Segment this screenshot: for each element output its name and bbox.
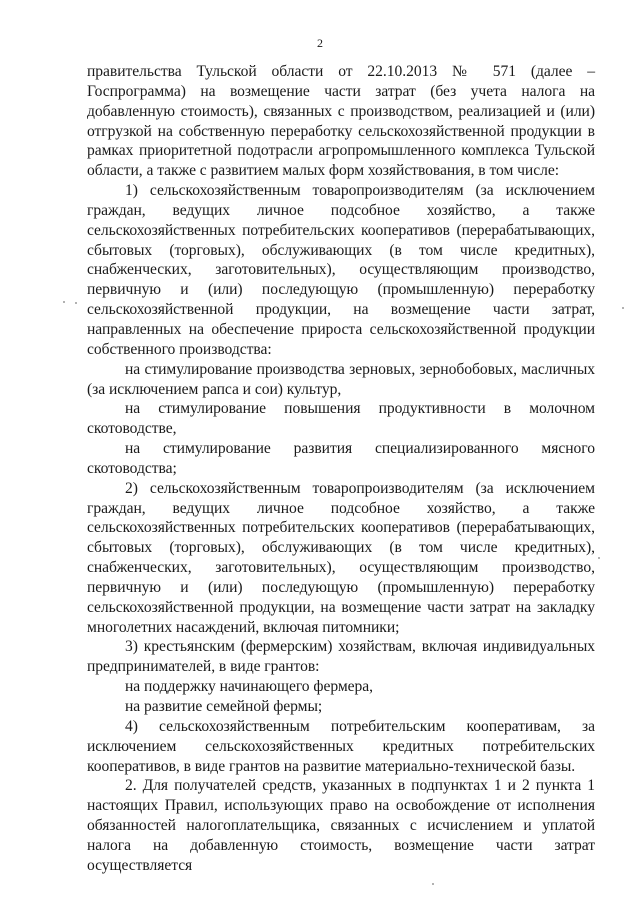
document-body bbox=[87, 62, 595, 876]
scan-speck bbox=[63, 301, 65, 303]
paragraph-beginning-farmer: на поддержку начинающего фермера, bbox=[125, 678, 373, 696]
paragraph-intro: правительства Тульской области от 22.10.2013 № 571 (далее – Госпрограмма) на возмещение части затрат (без учета налога на добавленную стоимость), связанных с производством, реализацией и (или) отгрузкой на собственную переработку сельскохозяйственной продукции в рамках приоритетной подотрасли агропромышленного комплекса Тульской области, а также с развитием малых форм хозяйствования, в том числе: bbox=[87, 63, 595, 180]
paragraph-item-3: 3) крестьянским (фермерским) хозяйствам, включая индивидуальных предпринимателей, в виде грантов: bbox=[87, 638, 595, 676]
paragraph-item-2: 2) сельскохозяйственным товаропроизводителям (за исключением граждан, ведущих личное подсобное хозяйство, а также сельскохозяйственных потребительских кооперативов (перерабатывающих, сбытовых (торговых), обслуживающих (в том числе кредитных), снабженческих, заготовительных), осуществляющим производство, первичную и (или) последующую (промышленную) переработку сельскохозяйственной продукции, на возмещение части затрат на закладку многолетних насаждений, включая питомники; bbox=[87, 479, 595, 636]
paragraph-family-farm: на развитие семейной фермы; bbox=[125, 698, 323, 715]
scan-speck bbox=[622, 307, 624, 309]
paragraph-grain-crops: на стимулирование производства зерновых, зернобобовых, масличных (за исключением рапса и сои) культур, bbox=[87, 360, 595, 398]
scan-speck bbox=[75, 302, 77, 304]
scan-speck bbox=[598, 557, 600, 559]
paragraph-dairy: на стимулирование повышения продуктивности в молочном скотоводстве, bbox=[87, 400, 595, 438]
paragraph-item-4: 4) сельскохозяйственным потребительским кооперативам, за исключением сельскохозяйственных кредитных потребительских кооперативов, в виде грантов на развитие материально-технической базы. bbox=[87, 717, 595, 775]
paragraph-section-2: 2. Для получателей средств, указанных в подпунктах 1 и 2 пункта 1 настоящих Правил, использующих право на освобождение от исполнения обязанностей налогоплательщика, связанных с исчислением и уплатой налога на добавленную стоимость, возмещение части затрат осуществляется bbox=[87, 777, 595, 874]
paragraph-item-1: 1) сельскохозяйственным товаропроизводителям (за исключением граждан, ведущих личное подсобное хозяйство, а также сельскохозяйственных потребительских кооперативов (перерабатывающих, сбытовых (торговых), обслуживающих (в том числе кредитных), снабженческих, заготовительных), осуществляющим производство, первичную и (или) последующую (промышленную) переработку сельскохозяйственной продукции, на возмещение части затрат, направленных на обеспечение прироста сельскохозяйственной продукции собственного производства: bbox=[87, 182, 595, 358]
paragraph-beef: на стимулирование развития специализированного мясного скотоводства; bbox=[87, 440, 595, 477]
page-number: 2 bbox=[317, 36, 323, 50]
scan-speck bbox=[432, 883, 434, 885]
